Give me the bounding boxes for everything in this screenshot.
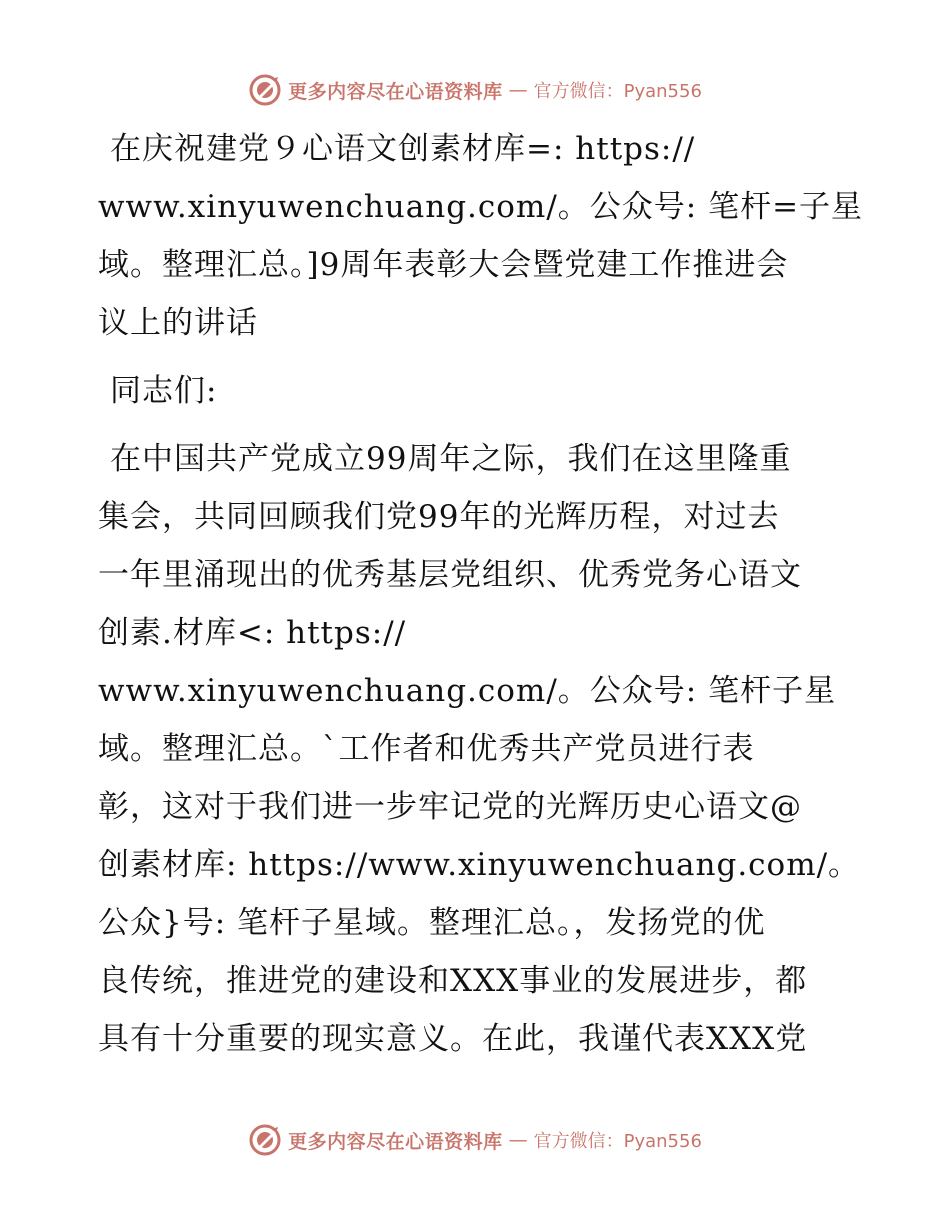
paragraph-line: 集会，共同回顾我们党99年的光辉历程，对过去	[98, 499, 780, 535]
header-banner	[0, 70, 950, 110]
title-line: 域。整理汇总。]9周年表彰大会暨党建工作推进会	[98, 247, 789, 283]
paragraph-line: 公众}号: 笔杆子星域。整理汇总。，发扬党的优	[98, 905, 766, 941]
paragraph-line: 良传统，推进党的建设和XXX事业的发展进步，都	[98, 963, 808, 999]
banner-dash: —	[508, 1129, 528, 1151]
paragraph-line: 创素.材库<: https://	[98, 615, 407, 651]
paragraph-line: 创素材库: https://www.xinyuwenchuang.com/。	[98, 847, 861, 883]
title-line: 在庆祝建党９心语文创素材库=: https://	[110, 131, 696, 167]
document-body	[98, 120, 864, 1068]
paragraph-line: 一年里涌现出的优秀基层党组织、优秀党务心语文	[98, 557, 802, 593]
paragraph-line: 彰，这对于我们进一步牢记党的光辉历史心语文@	[98, 789, 802, 825]
banner-wechat: 官方微信：Pyan556	[533, 81, 702, 102]
paragraph-line: 在中国共产党成立99周年之际，我们在这里隆重	[110, 441, 792, 477]
paragraph	[98, 430, 861, 1068]
document-title	[98, 120, 864, 352]
paragraph-line: www.xinyuwenchuang.com/。公众号: 笔杆子星	[98, 673, 837, 709]
title-line: www.xinyuwenchuang.com/。公众号: 笔杆=子星	[98, 189, 864, 225]
banner-text: 更多内容尽在心语资料库	[288, 80, 503, 103]
banner-text: 更多内容尽在心语资料库	[288, 1130, 503, 1153]
pen-nib-circle-icon	[248, 1123, 282, 1157]
paragraph-line: 域。整理汇总。`工作者和优秀共产党员进行表	[98, 731, 755, 767]
banner-dash: —	[508, 79, 528, 101]
banner-wechat: 官方微信：Pyan556	[533, 1131, 702, 1152]
paragraph-line: 具有十分重要的现实意义。在此，我谨代表XXX党	[98, 1021, 808, 1057]
pen-nib-circle-icon	[248, 73, 282, 107]
salutation: 同志们:	[110, 373, 218, 409]
footer-banner	[0, 1120, 950, 1160]
title-line: 议上的讲话	[98, 305, 258, 341]
